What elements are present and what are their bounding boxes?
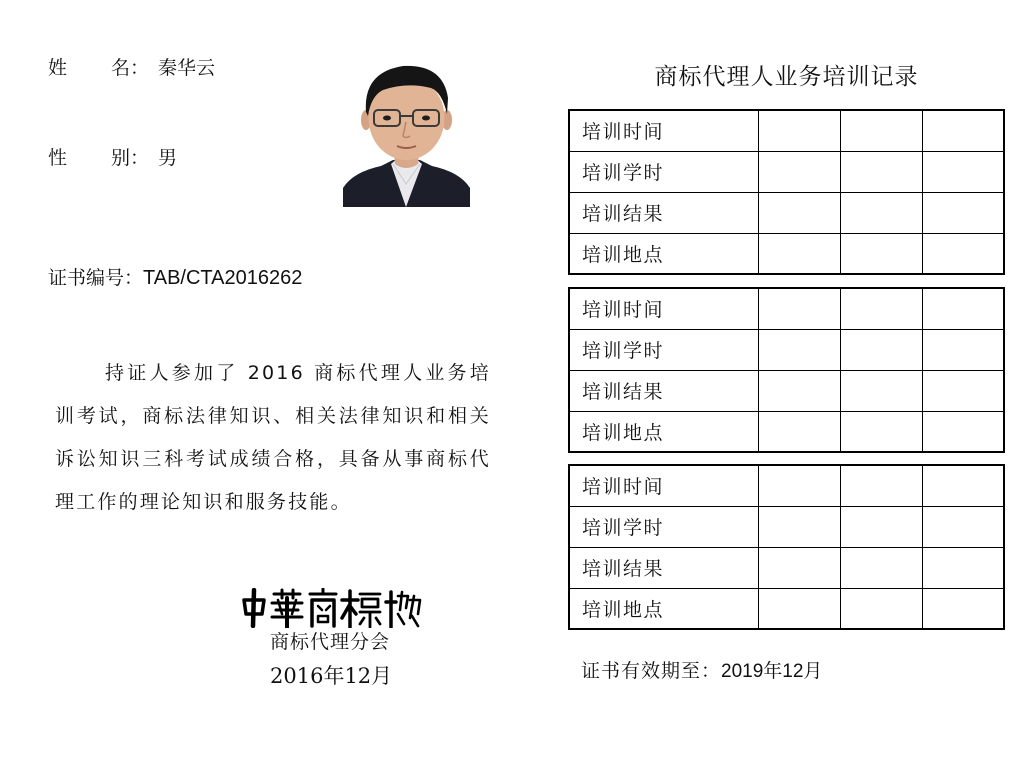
table-row xyxy=(569,288,1004,329)
table-cell xyxy=(840,588,922,629)
table-cell xyxy=(922,110,1004,151)
table-cell xyxy=(758,465,840,506)
table-row xyxy=(569,465,1004,506)
table-cell xyxy=(922,506,1004,547)
holder-photo xyxy=(343,60,470,207)
table-cell xyxy=(840,151,922,192)
table-cell xyxy=(840,192,922,233)
table-cell xyxy=(758,233,840,274)
certificate-number-field xyxy=(48,266,302,290)
table-cell xyxy=(922,370,1004,411)
row-label-training-hours: 培训学时 xyxy=(569,506,758,547)
holder-gender-field xyxy=(48,146,177,170)
table-cell xyxy=(840,329,922,370)
table-row xyxy=(569,370,1004,411)
table-cell xyxy=(840,370,922,411)
table-cell xyxy=(840,465,922,506)
row-label-training-result: 培训结果 xyxy=(569,192,758,233)
table-row xyxy=(569,110,1004,151)
table-row xyxy=(569,151,1004,192)
table-cell xyxy=(840,110,922,151)
certificate-number-value: TAB/CTA2016262 xyxy=(143,267,303,289)
table-cell xyxy=(840,288,922,329)
table-cell xyxy=(758,192,840,233)
table-cell xyxy=(922,151,1004,192)
table-cell xyxy=(840,506,922,547)
table-cell xyxy=(840,233,922,274)
table-cell xyxy=(840,547,922,588)
table-cell xyxy=(758,370,840,411)
table-row xyxy=(569,329,1004,370)
table-cell xyxy=(758,411,840,452)
table-cell xyxy=(758,288,840,329)
training-record-table xyxy=(568,287,1005,453)
table-cell xyxy=(758,110,840,151)
row-label-training-time: 培训时间 xyxy=(569,465,758,506)
table-cell xyxy=(758,547,840,588)
validity-field xyxy=(581,656,822,683)
row-label-training-location: 培训地点 xyxy=(569,411,758,452)
row-label-training-result: 培训结果 xyxy=(569,547,758,588)
table-row xyxy=(569,506,1004,547)
holder-name-value: 秦华云 xyxy=(158,57,216,79)
association-calligraphy-logo xyxy=(238,588,428,628)
issuer-branch-name: 商标代理分会 xyxy=(270,631,391,653)
row-label-training-hours: 培训学时 xyxy=(569,151,758,192)
row-label-training-hours: 培训学时 xyxy=(569,329,758,370)
table-cell xyxy=(922,288,1004,329)
table-row xyxy=(569,233,1004,274)
table-cell xyxy=(922,192,1004,233)
table-cell xyxy=(758,329,840,370)
table-cell xyxy=(922,329,1004,370)
certificate-number-label: 证书编号： xyxy=(48,267,144,289)
table-cell xyxy=(922,233,1004,274)
table-cell xyxy=(922,411,1004,452)
table-cell xyxy=(922,588,1004,629)
training-record-table xyxy=(568,464,1005,630)
table-cell xyxy=(922,547,1004,588)
table-cell xyxy=(922,465,1004,506)
table-cell xyxy=(758,506,840,547)
holder-gender-value: 男 xyxy=(158,147,178,169)
holder-gender-label: 性 别： xyxy=(48,147,150,169)
validity-date: 2019年12月 xyxy=(721,661,823,682)
table-row xyxy=(569,588,1004,629)
row-label-training-result: 培训结果 xyxy=(569,370,758,411)
row-label-training-time: 培训时间 xyxy=(569,288,758,329)
table-cell xyxy=(758,588,840,629)
issue-date: 2016年12月 xyxy=(270,664,393,688)
row-label-training-location: 培训地点 xyxy=(569,588,758,629)
validity-label: 证书有效期至： xyxy=(581,660,722,682)
certificate-statement: 持证人参加了 2016 商标代理人业务培训考试，商标法律知识、相关法律知识和相关诉讼知识三科考试成绩合格，具备从事商标代理工作的理论知识和服务技能。 xyxy=(55,362,491,513)
training-record-title: 商标代理人业务培训记录 xyxy=(654,64,919,90)
row-label-training-location: 培训地点 xyxy=(569,233,758,274)
table-cell xyxy=(758,151,840,192)
row-label-training-time: 培训时间 xyxy=(569,110,758,151)
table-row xyxy=(569,547,1004,588)
training-record-table xyxy=(568,109,1005,275)
table-row xyxy=(569,192,1004,233)
table-cell xyxy=(840,411,922,452)
holder-name-label: 姓 名： xyxy=(48,57,150,79)
holder-name-field xyxy=(48,56,215,80)
table-row xyxy=(569,411,1004,452)
